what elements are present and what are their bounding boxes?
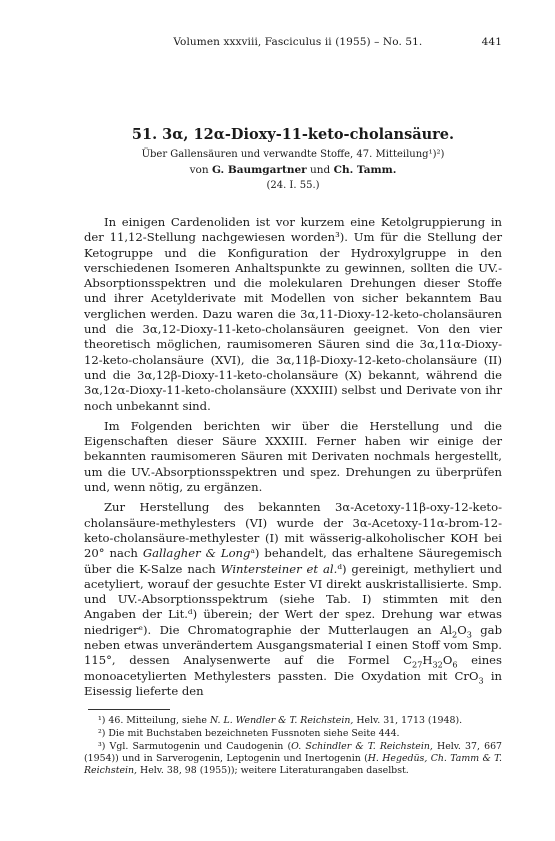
paragraph-text: eines monoacetylierten Methylesters passten. Die Oxydation mit CrO: [84, 653, 502, 683]
footnote-text: ³) Vgl. Sarmutogenin und Caudogenin (: [98, 741, 292, 753]
journal-citation: Volumen xxxviii, Fasciculus ii (1955) – No. 51.: [173, 36, 423, 48]
footnote-text: Helv. 31, 1713 (1948).: [353, 715, 463, 727]
authors-prefix: von: [189, 164, 209, 176]
article-body: [84, 215, 502, 699]
received-date: (24. I. 55.): [266, 180, 320, 191]
article-subtitle: Über Gallensäuren und verwandte Stoffe, 47. Mitteilung¹)²): [141, 149, 445, 160]
footnote-authors: O. Schindler & T. Reichstein,: [291, 741, 433, 753]
footnote: ²) Die mit Buchstaben bezeichneten Fussnoten siehe Seite 444.: [98, 728, 400, 740]
journal-page: [84, 36, 502, 778]
author-name: G. Baumgartner: [211, 164, 307, 176]
citation-authors: Gallagher & Long: [142, 546, 251, 561]
paragraph-text: H: [422, 653, 433, 668]
paragraph: [84, 500, 502, 699]
paragraph: Im Folgenden berichten wir über die Herstellung und die Eigenschaften dieser Säure XXXIII. Ferner haben wir einige der bekannten raumisomeren Säuren mit Derivaten nochmals hergestellt, um die UV.-Absorptionsspektren und spez. Drehungen zu überprüfen und, wenn nötig, zu ergänzen.: [84, 418, 502, 495]
page-number: 441: [481, 36, 502, 48]
subscript: 3: [466, 629, 472, 640]
subscript: 6: [452, 659, 458, 670]
footnote-text: Helv. 38, 98 (1955)); weitere Literaturangaben daselbst.: [137, 765, 409, 777]
paragraph: In einigen Cardenoliden ist vor kurzem eine Ketolgruppierung in der 11,12-Stellung nachgewiesen worden³). Um für die Stellung der Ketogruppe und die Konfiguration der Hydroxylgruppe in den verschiedenen Isomeren Anhaltspunkte zu gewinnen, sollten die UV.-Absorptionsspektren und die molekularen Drehungen dieser Stoffe und ihrer Acetylderivate mit Modellen von sicher bekanntem Bau verglichen werden. Dazu waren die 3α,11-Dioxy-12-keto-cholansäuren und die 3α,12-Dioxy-11-keto-cholansäuren geeignet. Von den vier theoretisch möglichen, raumisomeren Säuren sind die 3α,11α-Dioxy-12-keto-cholansäure (XVI), die 3α,11β-Dioxy-12-keto-cholansäure (II) und die 3α,12β-Dioxy-11-keto-cholansäure (X) bekannt, während die 3α,12α-Dioxy-11-keto-cholansäure (XXXIII) selbst und Derivate von ihr noch unbekannt sind.: [84, 215, 502, 413]
subscript: 32: [432, 659, 443, 670]
footnote-divider: [88, 709, 170, 710]
author-name: Ch. Tamm.: [333, 164, 397, 176]
footnotes: [84, 715, 502, 777]
article-title: 51. 3α, 12α-Dioxy-11-keto-cholansäure.: [131, 126, 455, 143]
paragraph-text: ᵈ) gereinigt, methyliert und acetyliert, worauf der gesuchte Ester VI direkt auskristallisierte. Smp. und UV.-Absorptionsspektrum (siehe Tab. I) stimmten mit den Angaben der Lit.ᵈ) überein; der Wert der spez. Drehung war etwas niedrigerᵉ). Die Chromatographie der Mutterlaugen an Al: [84, 561, 502, 637]
running-header: [84, 36, 502, 48]
footnote: [84, 715, 502, 727]
footnote-authors: N. L. Wendler & T. Reichstein,: [209, 715, 354, 727]
footnote-authors: H. Hegedüs, Ch. Tamm & T. Reichstein,: [84, 753, 502, 777]
citation-authors: Wintersteiner et al.: [220, 561, 338, 576]
paragraph-text: in Eisessig lieferte den: [84, 668, 502, 698]
author-line: [84, 164, 502, 176]
subscript: 3: [478, 674, 484, 685]
paragraph-text: O: [442, 653, 453, 668]
paragraph-text: gab neben etwas unverändertem Ausgangsmaterial I einen Stoff vom Smp. 115°, dessen Analysenwerte auf die Formel C: [84, 622, 502, 668]
authors-conjunction: und: [310, 164, 331, 176]
footnote-text: ¹) 46. Mitteilung, siehe: [98, 715, 210, 727]
subscript: 27: [412, 659, 423, 670]
footnote: [84, 741, 502, 777]
subscript: 2: [452, 629, 458, 640]
paragraph-text: O: [457, 622, 467, 637]
paragraph-text: ᵃ) behandelt, das erhaltene Säuregemisch über die K-Salze nach: [84, 546, 502, 576]
footnote-text: Helv. 37, 667 (1954)) und in Sarverogenin, Leptogenin und Inertogenin (: [84, 741, 502, 765]
paragraph-text: Zur Herstellung des bekannten 3α-Acetoxy-11β-oxy-12-keto-cholansäure-methylesters (VI) wurde der 3α-Acetoxy-11α-brom-12-keto-cholansäure-methylester (I) mit wässerig-alkoholischer KOH bei 20° nach: [84, 500, 502, 561]
